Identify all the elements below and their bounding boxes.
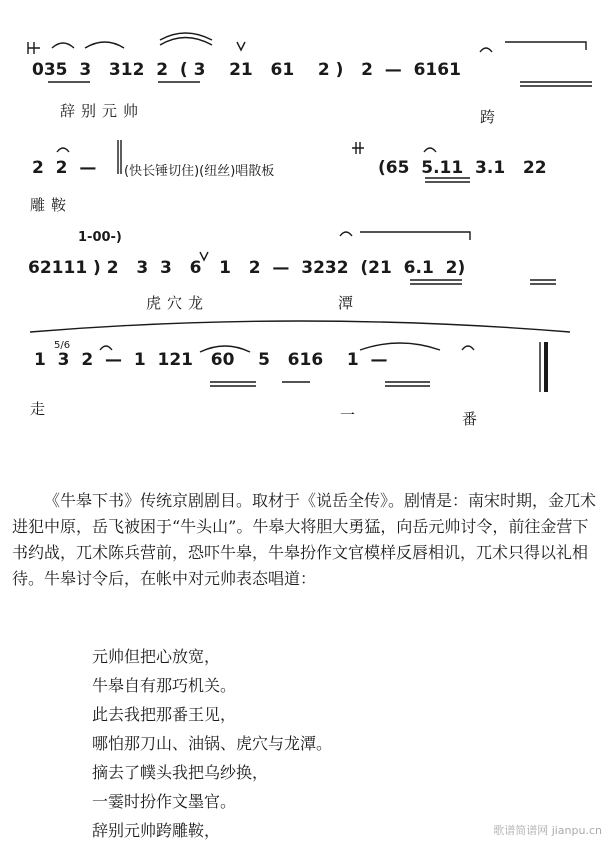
score-line-3-prefix: 1-00-)	[78, 230, 122, 245]
score-line-3-lyrics-a: 虎穴龙	[146, 294, 210, 312]
slur	[160, 38, 212, 46]
underline	[520, 82, 592, 86]
tie-bracket	[360, 232, 470, 240]
description-paragraph: 《牛皋下书》传统京剧剧目。取材于《说岳全传》。剧情是：南宋时期，金兀术进犯中原，岳飞被困于“牛头山”。牛皋大将胆大勇猛，向岳元帅讨令，前往金营下书约战，兀术陈兵营前，恐吓牛皋，牛皋扮作文官模样反唇相讥，兀术只得以礼相待。牛皋讨令后，在帐中对元帅表态唱道：	[12, 491, 597, 588]
verse-line: 此去我把那番王见，	[92, 705, 237, 724]
score-line-1-lyrics-end: 跨	[480, 108, 502, 126]
underline	[210, 382, 256, 386]
score-line-1-lyrics: 辞别元帅	[60, 102, 145, 120]
verse-block	[92, 642, 332, 845]
repeat-sign	[352, 142, 364, 154]
fermata	[480, 48, 492, 52]
slur	[85, 42, 124, 48]
score-line-2-lyrics: 雕鞍	[30, 196, 73, 214]
repeat-sign	[28, 42, 40, 54]
verse-line: 牛皋自有那巧机关。	[92, 676, 237, 695]
tie-bracket	[505, 42, 586, 50]
underline	[425, 178, 470, 182]
score-line-2-notes-b: (65 5.11 3.1 22	[378, 158, 547, 178]
phrase-slur	[30, 321, 570, 332]
slur	[160, 33, 212, 40]
verse-line: 哪怕那刀山、油锅、虎穴与龙潭。	[92, 734, 333, 753]
fermata	[340, 232, 352, 236]
score-line-3-lyrics-b: 潭	[338, 294, 360, 312]
verse-line: 辞别元帅跨雕鞍，	[92, 821, 221, 840]
description-block	[12, 488, 604, 592]
score-line-4-lyrics-c: 番	[462, 410, 484, 428]
score-line-2-notes-a: 2 2 —	[32, 158, 97, 178]
fermata	[424, 148, 436, 152]
underline	[530, 280, 556, 284]
watermark: 歌谱简谱网 jianpu.cn	[493, 824, 602, 837]
fermata	[57, 148, 69, 152]
score-line-4-grace: 5/6	[54, 340, 71, 351]
double-barline	[118, 140, 121, 174]
underline	[410, 280, 462, 284]
score-line-4-lyrics-b: 一	[340, 406, 362, 424]
score-line-2-direction: (快长锤切住)(纽丝)唱散板	[124, 164, 275, 179]
score-line-4-lyrics-a: 走	[30, 400, 52, 418]
underline	[385, 382, 430, 386]
slur	[52, 43, 74, 48]
verse-line: 元帅但把心放宽，	[92, 647, 221, 666]
score-line-1-notes: 035 3 312 2 ( 3 21 61 2 ) 2 — 6161	[32, 60, 461, 80]
verse-line: 摘去了幞头我把乌纱换，	[92, 763, 269, 782]
fermata	[462, 346, 474, 350]
slur	[360, 343, 440, 350]
score-line-4-notes: 1 3 2 — 1 121 60 5 616 1 —	[34, 350, 388, 370]
breath-mark	[237, 42, 245, 50]
verse-line: 一霎时扮作文墨官。	[92, 792, 237, 811]
score-line-3-notes: 62111 ) 2 3 3 6 1 2 — 3232 (21 6.1 2)	[28, 258, 466, 278]
